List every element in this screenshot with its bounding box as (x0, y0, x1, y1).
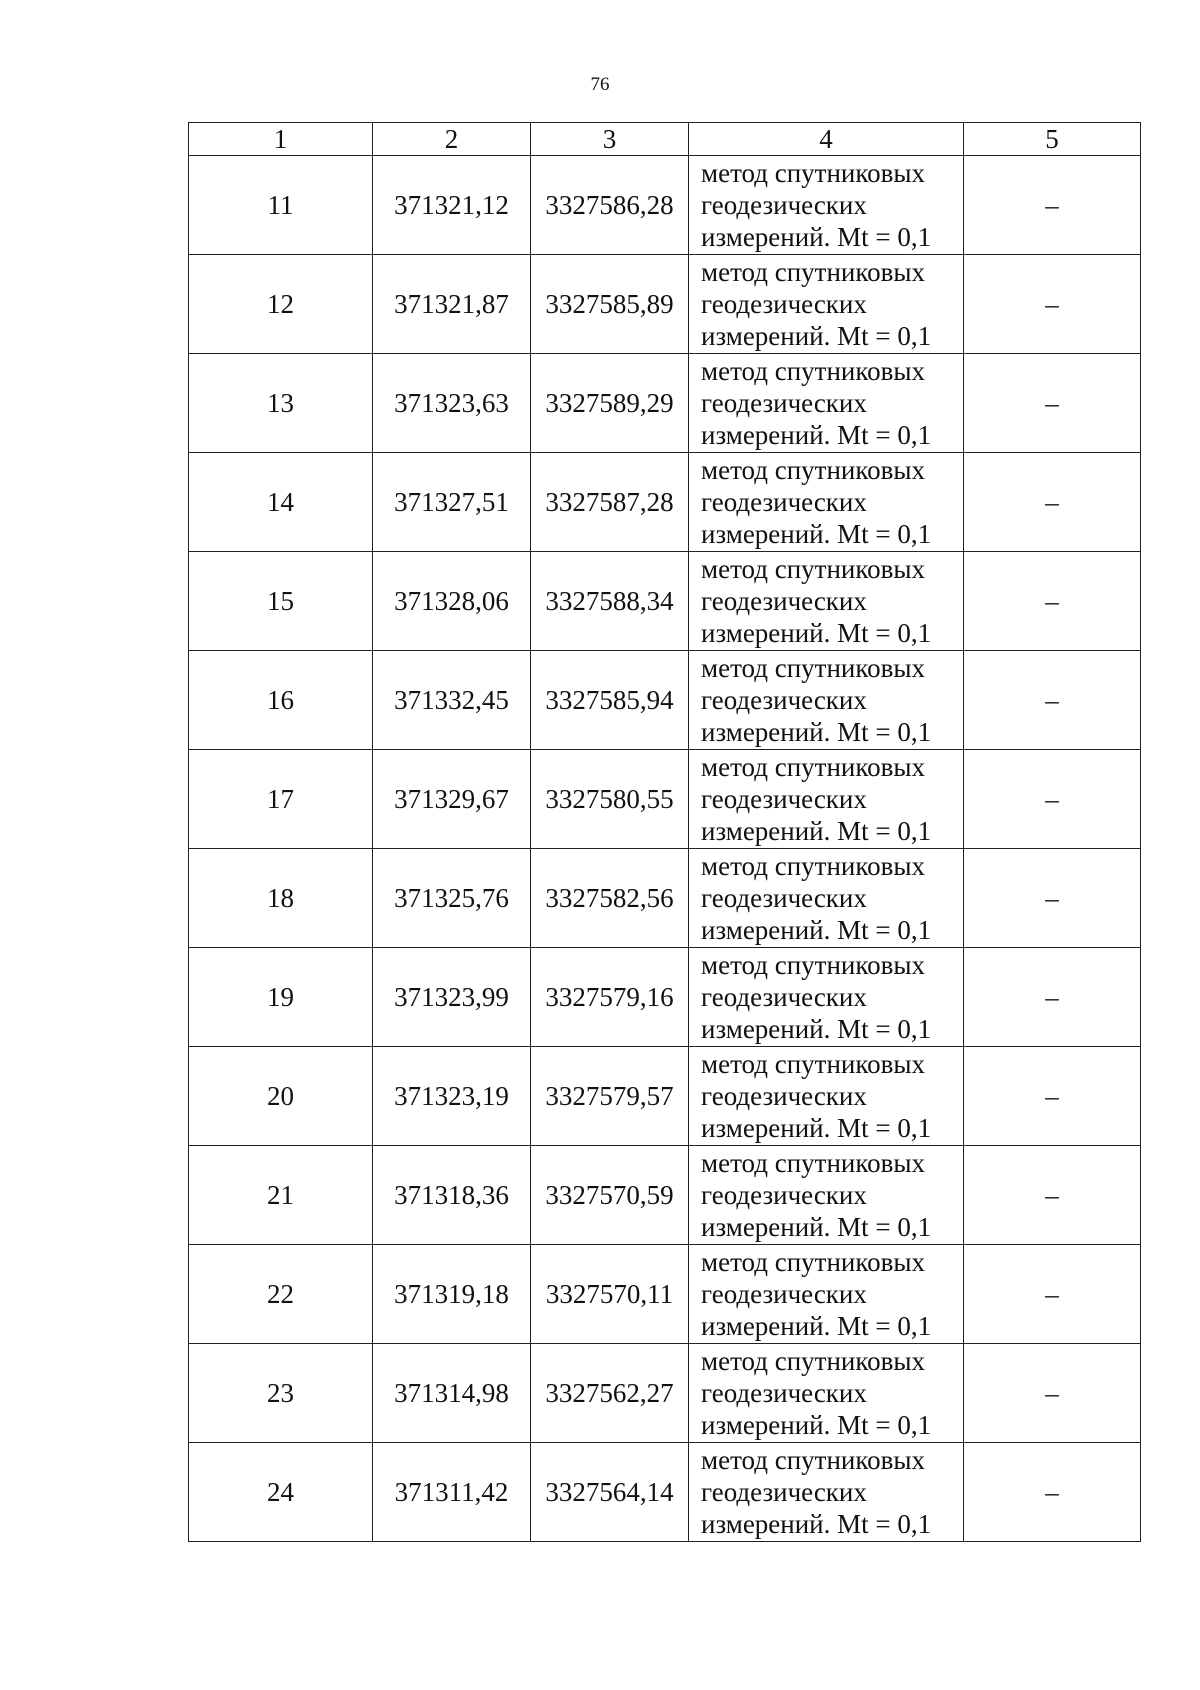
method-cell (689, 354, 964, 453)
method-line: геодезических (701, 982, 867, 1012)
method-cell (689, 1245, 964, 1344)
y-coordinate-cell: 3327562,27 (531, 1344, 689, 1443)
method-line: измерений. Mt = 0,1 (701, 321, 932, 351)
point-number-cell: 17 (189, 750, 373, 849)
y-coordinate-cell: 3327579,57 (531, 1047, 689, 1146)
method-line: измерений. Mt = 0,1 (701, 420, 932, 450)
method-line: измерений. Mt = 0,1 (701, 618, 932, 648)
y-coordinate-cell: 3327589,29 (531, 354, 689, 453)
header-col-5: 5 (964, 123, 1141, 156)
method-cell (689, 1443, 964, 1542)
note-cell: – (964, 1047, 1141, 1146)
note-cell: – (964, 354, 1141, 453)
page-number: 76 (590, 74, 610, 95)
note-cell: – (964, 1146, 1141, 1245)
note-cell: – (964, 255, 1141, 354)
note-cell: – (964, 750, 1141, 849)
x-coordinate-cell: 371329,67 (373, 750, 531, 849)
header-row (189, 123, 1141, 156)
table-row (189, 948, 1141, 1047)
x-coordinate-cell: 371311,42 (373, 1443, 531, 1542)
method-line: метод спутниковых (701, 257, 925, 287)
method-line: измерений. Mt = 0,1 (701, 717, 932, 747)
y-coordinate-cell: 3327588,34 (531, 552, 689, 651)
y-coordinate-cell: 3327585,94 (531, 651, 689, 750)
table-row (189, 651, 1141, 750)
method-cell (689, 948, 964, 1047)
method-line: измерений. Mt = 0,1 (701, 915, 932, 945)
point-number-cell: 13 (189, 354, 373, 453)
method-line: измерений. Mt = 0,1 (701, 1410, 932, 1440)
y-coordinate-cell: 3327579,16 (531, 948, 689, 1047)
method-line: метод спутниковых (701, 851, 925, 881)
method-line: метод спутниковых (701, 1049, 925, 1079)
y-coordinate-cell: 3327564,14 (531, 1443, 689, 1542)
method-line: геодезических (701, 388, 867, 418)
method-line: измерений. Mt = 0,1 (701, 222, 932, 252)
method-cell (689, 552, 964, 651)
method-cell (689, 849, 964, 948)
method-line: метод спутниковых (701, 1445, 925, 1475)
x-coordinate-cell: 371327,51 (373, 453, 531, 552)
method-line: измерений. Mt = 0,1 (701, 1212, 932, 1242)
point-number-cell: 19 (189, 948, 373, 1047)
table-row (189, 453, 1141, 552)
y-coordinate-cell: 3327586,28 (531, 156, 689, 255)
method-line: геодезических (701, 487, 867, 517)
y-coordinate-cell: 3327580,55 (531, 750, 689, 849)
method-cell (689, 750, 964, 849)
header-col-2: 2 (373, 123, 531, 156)
note-cell: – (964, 1443, 1141, 1542)
method-line: измерений. Mt = 0,1 (701, 519, 932, 549)
table-row (189, 750, 1141, 849)
x-coordinate-cell: 371319,18 (373, 1245, 531, 1344)
note-cell: – (964, 156, 1141, 255)
method-line: измерений. Mt = 0,1 (701, 1113, 932, 1143)
point-number-cell: 11 (189, 156, 373, 255)
table-row (189, 1146, 1141, 1245)
method-line: геодезических (701, 1180, 867, 1210)
method-line: геодезических (701, 1477, 867, 1507)
method-line: геодезических (701, 784, 867, 814)
method-line: метод спутниковых (701, 158, 925, 188)
table-row (189, 1344, 1141, 1443)
point-number-cell: 18 (189, 849, 373, 948)
note-cell: – (964, 552, 1141, 651)
method-cell (689, 1344, 964, 1443)
x-coordinate-cell: 371323,63 (373, 354, 531, 453)
method-line: геодезических (701, 1378, 867, 1408)
table-row (189, 552, 1141, 651)
table-row (189, 1245, 1141, 1344)
method-line: метод спутниковых (701, 1346, 925, 1376)
table-row (189, 1047, 1141, 1146)
method-cell (689, 651, 964, 750)
x-coordinate-cell: 371314,98 (373, 1344, 531, 1443)
x-coordinate-cell: 371325,76 (373, 849, 531, 948)
method-line: измерений. Mt = 0,1 (701, 816, 932, 846)
point-number-cell: 20 (189, 1047, 373, 1146)
header-col-4: 4 (689, 123, 964, 156)
note-cell: – (964, 651, 1141, 750)
y-coordinate-cell: 3327587,28 (531, 453, 689, 552)
y-coordinate-cell: 3327582,56 (531, 849, 689, 948)
point-number-cell: 12 (189, 255, 373, 354)
method-line: метод спутниковых (701, 752, 925, 782)
x-coordinate-cell: 371323,19 (373, 1047, 531, 1146)
method-line: геодезических (701, 883, 867, 913)
method-line: геодезических (701, 1279, 867, 1309)
method-line: метод спутниковых (701, 950, 925, 980)
method-line: геодезических (701, 190, 867, 220)
point-number-cell: 15 (189, 552, 373, 651)
point-number-cell: 14 (189, 453, 373, 552)
point-number-cell: 22 (189, 1245, 373, 1344)
note-cell: – (964, 849, 1141, 948)
method-cell (689, 255, 964, 354)
method-line: геодезических (701, 586, 867, 616)
point-number-cell: 24 (189, 1443, 373, 1542)
method-line: геодезических (701, 685, 867, 715)
y-coordinate-cell: 3327570,59 (531, 1146, 689, 1245)
header-col-1: 1 (189, 123, 373, 156)
method-line: метод спутниковых (701, 554, 925, 584)
method-line: метод спутниковых (701, 356, 925, 386)
y-coordinate-cell: 3327570,11 (531, 1245, 689, 1344)
method-line: измерений. Mt = 0,1 (701, 1014, 932, 1044)
method-line: измерений. Mt = 0,1 (701, 1509, 932, 1539)
method-cell (689, 156, 964, 255)
note-cell: – (964, 948, 1141, 1047)
coordinates-table (188, 122, 1141, 1542)
point-number-cell: 23 (189, 1344, 373, 1443)
y-coordinate-cell: 3327585,89 (531, 255, 689, 354)
method-line: метод спутниковых (701, 1148, 925, 1178)
table-header (189, 123, 1141, 156)
note-cell: – (964, 1344, 1141, 1443)
method-line: геодезических (701, 1081, 867, 1111)
method-cell (689, 1047, 964, 1146)
method-line: метод спутниковых (701, 1247, 925, 1277)
table-row (189, 1443, 1141, 1542)
x-coordinate-cell: 371328,06 (373, 552, 531, 651)
method-line: метод спутниковых (701, 653, 925, 683)
note-cell: – (964, 1245, 1141, 1344)
table-row (189, 354, 1141, 453)
table-row (189, 849, 1141, 948)
x-coordinate-cell: 371318,36 (373, 1146, 531, 1245)
table-row (189, 255, 1141, 354)
method-line: измерений. Mt = 0,1 (701, 1311, 932, 1341)
method-line: геодезических (701, 289, 867, 319)
point-number-cell: 16 (189, 651, 373, 750)
method-cell (689, 453, 964, 552)
table-row (189, 156, 1141, 255)
header-col-3: 3 (531, 123, 689, 156)
x-coordinate-cell: 371332,45 (373, 651, 531, 750)
method-cell (689, 1146, 964, 1245)
x-coordinate-cell: 371321,87 (373, 255, 531, 354)
note-cell: – (964, 453, 1141, 552)
point-number-cell: 21 (189, 1146, 373, 1245)
method-line: метод спутниковых (701, 455, 925, 485)
table-body (189, 156, 1141, 1542)
x-coordinate-cell: 371321,12 (373, 156, 531, 255)
x-coordinate-cell: 371323,99 (373, 948, 531, 1047)
